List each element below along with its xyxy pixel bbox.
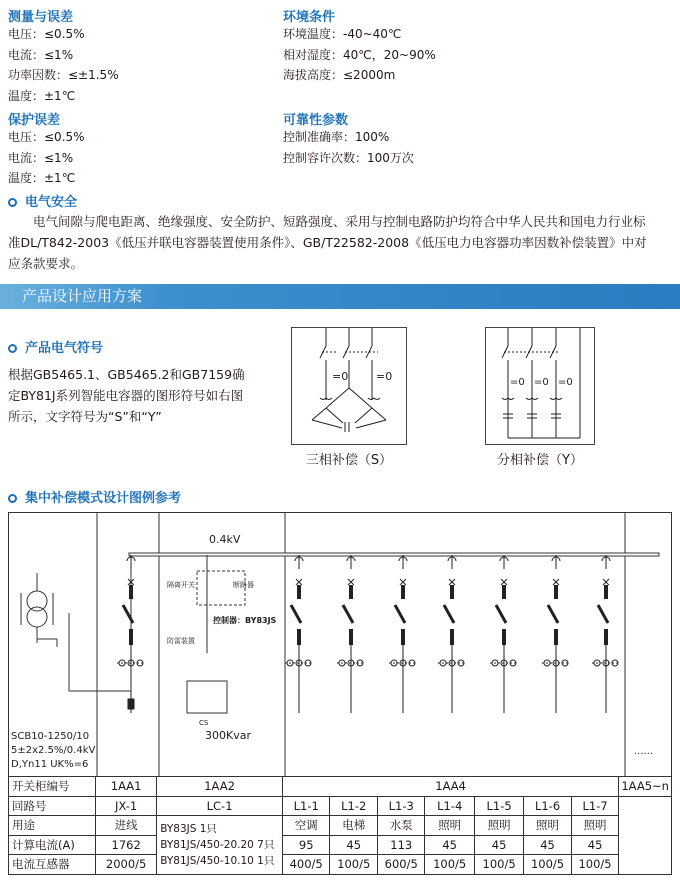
- spec-line: 电流：≤1%: [8, 47, 74, 62]
- measurement-error-list: [8, 24, 119, 106]
- protection-error-list: [8, 127, 85, 189]
- cs-label: CS: [199, 719, 209, 727]
- bus-voltage-label: 0.4kV: [209, 533, 241, 546]
- table-cell: L1-6: [524, 796, 572, 816]
- table-cell: 113: [377, 835, 425, 855]
- table-cell: L1-5: [474, 796, 523, 816]
- symbols-heading: [8, 337, 103, 356]
- eq-zero-label: =0: [534, 377, 549, 388]
- symbols-paragraph: [8, 364, 245, 427]
- lc-components-cell: [157, 816, 283, 875]
- spec-line: 温度：±1℃: [8, 171, 76, 185]
- table-cell: L1-2: [330, 796, 378, 816]
- electrical-safety-heading: [8, 191, 77, 210]
- table-cell: 600/5: [377, 855, 425, 875]
- spec-line: 温度：±1℃: [8, 88, 76, 103]
- table-cell: 100/5: [524, 855, 572, 875]
- paragraph-line: 应条款要求。: [8, 256, 84, 271]
- paragraph-line: 所示，文字符号为“S”和“Y”: [8, 409, 162, 424]
- measurement-error-title: 测量与误差: [8, 10, 74, 25]
- table-cell: 100/5: [330, 855, 378, 875]
- row-label: 电流互感器: [9, 855, 96, 875]
- table-cell: 照明: [474, 816, 523, 836]
- table-cell: 95: [282, 835, 330, 855]
- table-cell: 45: [524, 835, 572, 855]
- eq-zero-label: =0: [510, 377, 525, 388]
- lc-component-line: BY83JS 1只: [160, 822, 217, 835]
- table-cell: 400/5: [282, 855, 330, 875]
- table-cell: 2000/5: [96, 855, 157, 875]
- table-cell: L1-1: [282, 796, 330, 816]
- table-cell: 1AA4: [282, 777, 618, 797]
- table-cell: [619, 796, 672, 874]
- row-label: 开关柜编号: [9, 777, 96, 797]
- row-label: 回路号: [9, 796, 96, 816]
- ellipsis-label: ......: [634, 746, 654, 757]
- reliability-title: 可靠性参数: [283, 113, 349, 128]
- feeder-breaker-symbol: [389, 555, 417, 713]
- electrical-safety-paragraph: [8, 211, 672, 274]
- three-phase-capacitor-symbol: [292, 328, 406, 444]
- table-cell: 水泵: [377, 816, 425, 836]
- table-cell: 1AA2: [157, 777, 283, 797]
- table-cell: 100/5: [474, 855, 523, 875]
- paragraph-line: 定BY81J系列智能电容器的图形符号如右图: [8, 388, 244, 403]
- bullet-circle-icon: [8, 198, 17, 207]
- table-cell: 45: [571, 835, 619, 855]
- spec-line: 电压：≤0.5%: [8, 27, 85, 41]
- feeder-breaker-symbol: [490, 555, 518, 713]
- table-cell: 照明: [425, 816, 474, 836]
- table-row: [9, 796, 672, 816]
- transformer-spec-line: SCB10-1250/10: [11, 731, 90, 742]
- table-cell: L1-3: [377, 796, 425, 816]
- table-cell: 照明: [524, 816, 572, 836]
- spec-table: [8, 776, 672, 875]
- single-line-diagram-frame: [8, 512, 672, 776]
- paragraph-line: 电气间隙与爬电距离、绝缘强度、安全防护、短路强度、采用与控制电路防护均符合中华人民共和国电力行业标: [33, 214, 646, 229]
- row-label: 计算电流(A): [9, 835, 96, 855]
- table-cell: 45: [425, 835, 474, 855]
- bullet-circle-icon: [8, 494, 17, 503]
- table-cell: 进线: [96, 816, 157, 836]
- section-banner: 产品设计应用方案: [0, 284, 680, 309]
- table-cell: LC-1: [157, 796, 283, 816]
- capacity-label: 300Kvar: [205, 729, 251, 742]
- feeder-breaker-symbol: [438, 555, 466, 713]
- three-phase-symbol-box: [291, 327, 407, 445]
- lc-component-line: BY81JS/450-10.10 1只: [160, 854, 275, 867]
- lc-component-line: BY81JS/450-20.20 7只: [160, 838, 275, 851]
- table-cell: 电梯: [330, 816, 378, 836]
- table-cell: 1AA5~n: [619, 777, 672, 797]
- table-cell: 1762: [96, 835, 157, 855]
- table-cell: L1-7: [571, 796, 619, 816]
- three-phase-caption: 三相补偿（S）: [305, 453, 393, 468]
- spec-line: 海拔高度：≤2000m: [283, 68, 396, 82]
- table-row: [9, 835, 672, 855]
- spec-line: 相对湿度：40℃，20~90%: [283, 47, 436, 62]
- spec-line: 环境温度：-40~40℃: [283, 27, 402, 41]
- diagram-heading: [8, 487, 181, 506]
- surge-label: 防雷装置: [167, 637, 195, 645]
- eq-zero-label: =0: [376, 370, 393, 383]
- environment-title: 环境条件: [283, 10, 336, 25]
- feeder-breaker-symbol: [592, 555, 620, 713]
- eq-zero-label: =0: [332, 370, 349, 383]
- table-cell: 100/5: [425, 855, 474, 875]
- paragraph-line: 根据GB5465.1、GB5465.2和GB7159确: [8, 367, 245, 382]
- controller-label: 控制器：BY83JS: [213, 616, 277, 625]
- table-cell: 45: [474, 835, 523, 855]
- table-cell: 1AA1: [96, 777, 157, 797]
- table-cell: 空调: [282, 816, 330, 836]
- feeder-breaker-symbol: [542, 555, 570, 713]
- transformer-spec-line: 5±2x2.5%/0.4kV: [11, 745, 96, 756]
- spec-line: 电压：≤0.5%: [8, 130, 85, 144]
- environment-list: [283, 24, 436, 86]
- breaker-label: 断路器: [233, 581, 254, 589]
- feeder-breaker-symbol: [337, 555, 365, 713]
- symbols-title: 产品电气符号: [25, 341, 104, 356]
- table-row: [9, 816, 672, 836]
- split-phase-capacitor-symbol: [486, 328, 594, 444]
- bullet-circle-icon: [8, 344, 17, 353]
- electrical-safety-title: 电气安全: [25, 195, 78, 210]
- table-cell: L1-4: [425, 796, 474, 816]
- spec-line: 控制容许次数：100万次: [283, 150, 414, 165]
- paragraph-line: 准DL/T842-2003《低压并联电容器装置使用条件》、GB/T22582-2008《低压电力电容器功率因数补偿装置》中对: [8, 235, 647, 250]
- spec-line: 功率因数：≤±1.5%: [8, 68, 119, 82]
- transformer-spec-line: D,Yn11 UK%=6: [11, 759, 89, 770]
- eq-zero-label: =0: [558, 377, 573, 388]
- table-row: [9, 777, 672, 797]
- split-phase-caption: 分相补偿（Y）: [497, 453, 583, 468]
- table-cell: 45: [330, 835, 378, 855]
- spec-line: 电流：≤1%: [8, 150, 74, 165]
- diagram-title: 集中补偿模式设计图例参考: [25, 491, 182, 506]
- table-cell: 100/5: [571, 855, 619, 875]
- split-phase-symbol-box: [485, 327, 595, 445]
- table-row: [9, 855, 672, 875]
- spec-line: 控制准确率：100%: [283, 130, 390, 144]
- protection-error-title: 保护误差: [8, 113, 61, 128]
- reliability-list: [283, 127, 414, 168]
- table-cell: 照明: [571, 816, 619, 836]
- table-cell: JX-1: [96, 796, 157, 816]
- single-line-diagram: [9, 513, 671, 777]
- feeder-breaker-symbol: [285, 555, 313, 713]
- row-label: 用途: [9, 816, 96, 836]
- isolator-label: 隔离开关: [167, 581, 195, 589]
